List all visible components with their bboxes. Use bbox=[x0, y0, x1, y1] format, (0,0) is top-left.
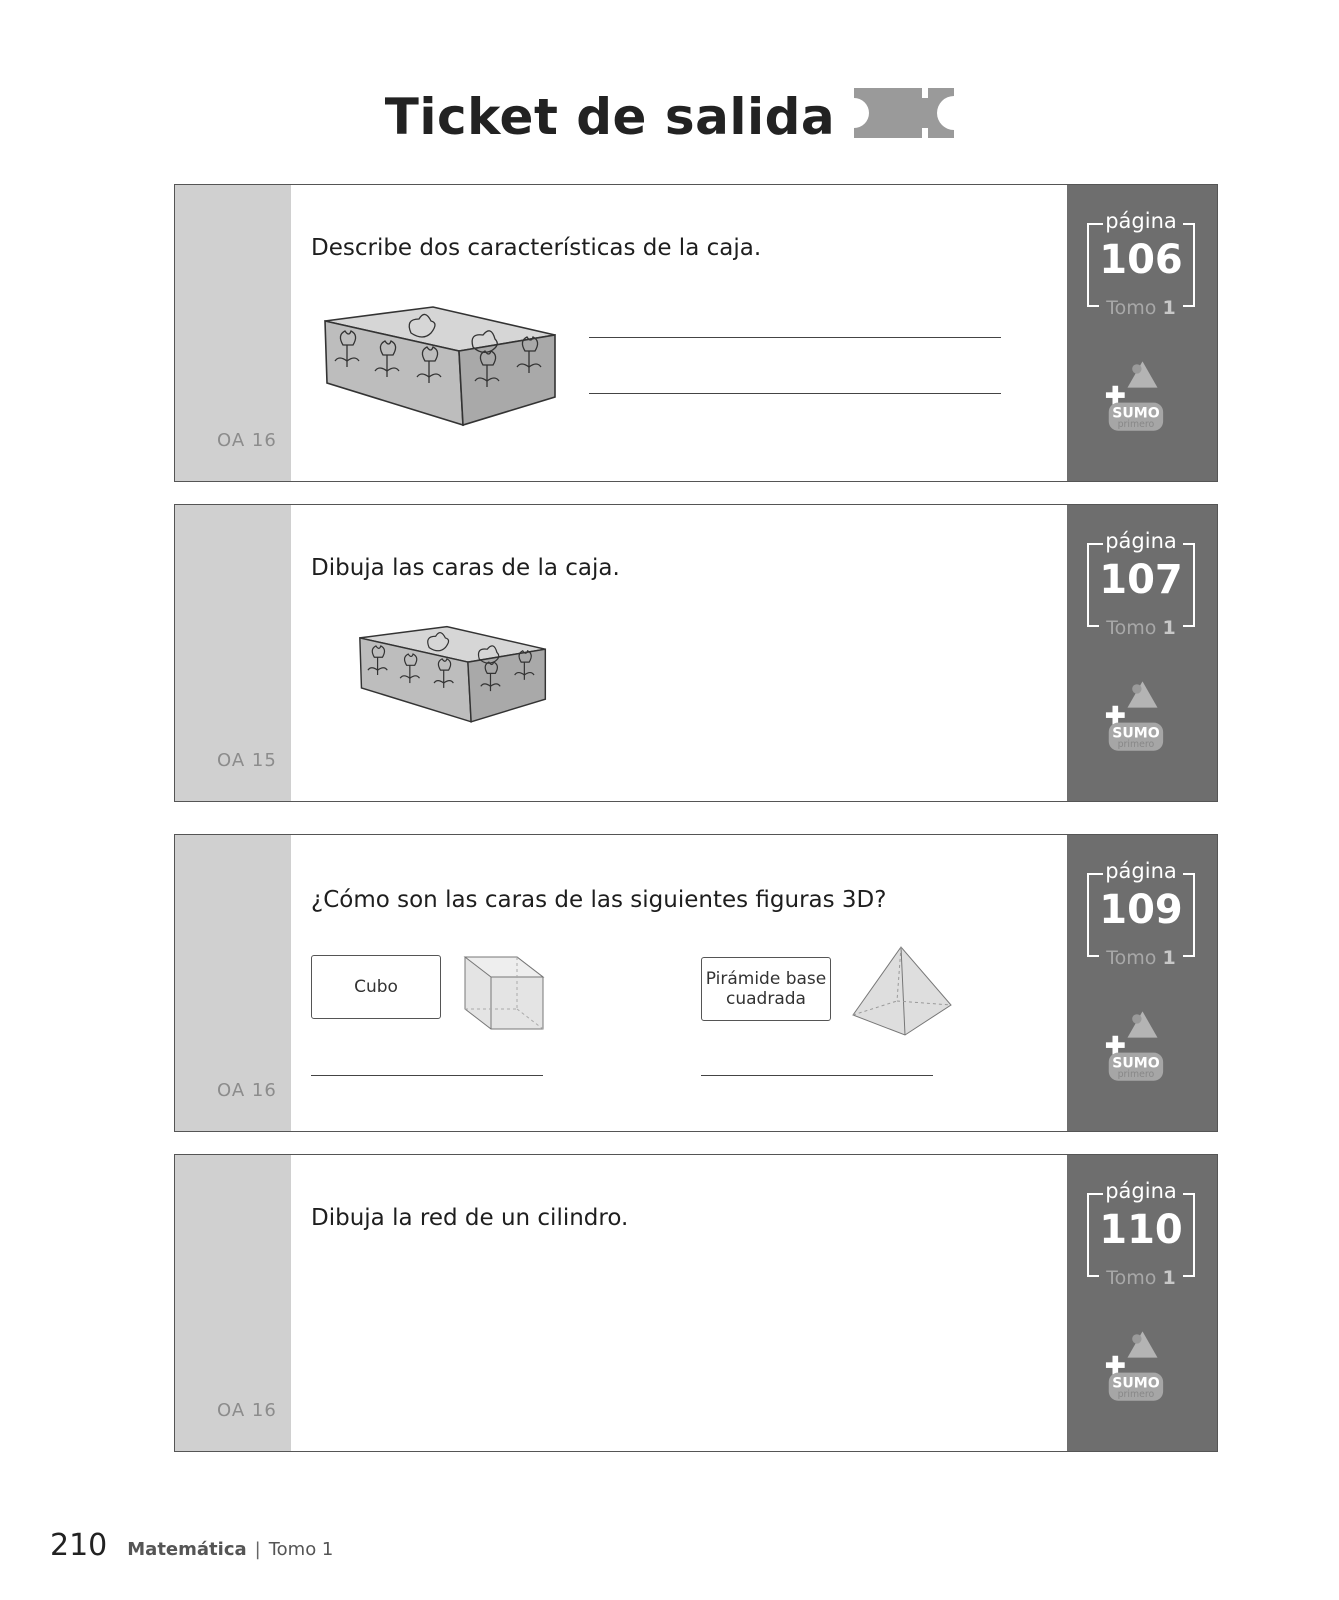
question-text: Describe dos características de la caja. bbox=[311, 235, 762, 261]
oa-label: OA 16 bbox=[217, 430, 277, 451]
tomo-label: Tomo 1 bbox=[1106, 297, 1176, 319]
sumo-primero-logo bbox=[1105, 677, 1165, 761]
page-reference bbox=[1087, 1179, 1195, 1289]
pagina-label: página bbox=[1105, 1179, 1177, 1203]
pagina-label: página bbox=[1105, 209, 1177, 233]
page-footer bbox=[50, 1528, 333, 1563]
svg-text:primero: primero bbox=[1117, 739, 1155, 750]
card-page-tab bbox=[1067, 1155, 1217, 1451]
page-number: 110 bbox=[1099, 1207, 1183, 1253]
card-side-strip bbox=[175, 505, 291, 801]
page-title: Ticket de salida bbox=[384, 88, 836, 146]
card-page-tab bbox=[1067, 835, 1217, 1131]
tomo-label: Tomo 1 bbox=[1106, 617, 1176, 639]
page-header bbox=[0, 88, 1339, 146]
svg-text:SUMO: SUMO bbox=[1112, 1055, 1160, 1072]
svg-text:SUMO: SUMO bbox=[1112, 405, 1160, 422]
ticket-card-4 bbox=[174, 1154, 1218, 1452]
pagina-label: página bbox=[1105, 859, 1177, 883]
footer-separator: | bbox=[254, 1539, 261, 1560]
card-page-tab bbox=[1067, 185, 1217, 481]
answer-line-2[interactable] bbox=[589, 393, 1001, 394]
oa-label: OA 15 bbox=[217, 750, 277, 771]
sumo-primero-logo bbox=[1105, 1327, 1165, 1411]
footer-subject: Matemática bbox=[127, 1539, 247, 1560]
sumo-primero-logo bbox=[1105, 1007, 1165, 1091]
svg-text:SUMO: SUMO bbox=[1112, 1375, 1160, 1392]
svg-text:primero: primero bbox=[1117, 419, 1155, 430]
oa-label: OA 16 bbox=[217, 1080, 277, 1101]
question-text: Dibuja la red de un cilindro. bbox=[311, 1205, 629, 1231]
question-text: ¿Cómo son las caras de las siguientes figuras 3D? bbox=[311, 887, 887, 913]
card-side-strip bbox=[175, 835, 291, 1131]
answer-line-cube[interactable] bbox=[311, 1075, 543, 1076]
cube-image bbox=[463, 955, 547, 1031]
card-side-strip bbox=[175, 1155, 291, 1451]
drawing-area[interactable] bbox=[311, 1245, 1011, 1435]
shape-name-pyramid: Pirámide base cuadrada bbox=[701, 957, 831, 1021]
flower-box-image bbox=[355, 625, 555, 725]
page-number: 109 bbox=[1099, 887, 1183, 933]
square-pyramid-image bbox=[851, 943, 955, 1039]
tomo-label: Tomo 1 bbox=[1106, 947, 1176, 969]
svg-text:primero: primero bbox=[1117, 1069, 1155, 1080]
question-text: Dibuja las caras de la caja. bbox=[311, 555, 620, 581]
tomo-label: Tomo 1 bbox=[1106, 1267, 1176, 1289]
sumo-primero-logo bbox=[1105, 357, 1165, 441]
ticket-card-1 bbox=[174, 184, 1218, 482]
page-number: 106 bbox=[1099, 237, 1183, 283]
ticket-card-3 bbox=[174, 834, 1218, 1132]
footer-tomo: Tomo 1 bbox=[268, 1539, 334, 1560]
answer-line-pyramid[interactable] bbox=[701, 1075, 933, 1076]
shape-name-cube: Cubo bbox=[311, 955, 441, 1019]
card-side-strip bbox=[175, 185, 291, 481]
footer-page-number: 210 bbox=[50, 1528, 108, 1563]
page-reference bbox=[1087, 859, 1195, 969]
page-reference bbox=[1087, 529, 1195, 639]
svg-text:primero: primero bbox=[1117, 1389, 1155, 1400]
ticket-icon bbox=[854, 88, 954, 138]
card-page-tab bbox=[1067, 505, 1217, 801]
answer-line-1[interactable] bbox=[589, 337, 1001, 338]
flower-box-image bbox=[323, 305, 563, 429]
oa-label: OA 16 bbox=[217, 1400, 277, 1421]
ticket-card-2 bbox=[174, 504, 1218, 802]
svg-text:SUMO: SUMO bbox=[1112, 725, 1160, 742]
page-number: 107 bbox=[1099, 557, 1183, 603]
page-reference bbox=[1087, 209, 1195, 319]
pagina-label: página bbox=[1105, 529, 1177, 553]
